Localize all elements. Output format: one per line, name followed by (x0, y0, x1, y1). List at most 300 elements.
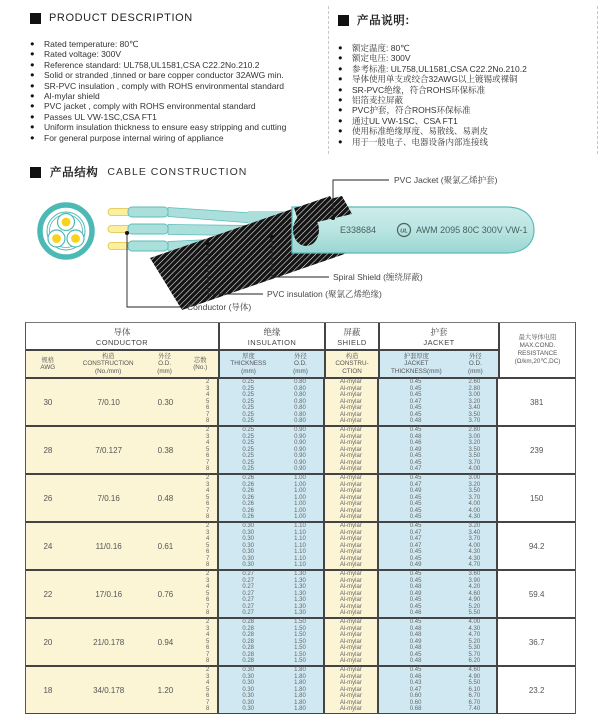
cell-value: 4 (205, 680, 210, 687)
cell-value: 4.00 (468, 507, 481, 514)
cell-value: 1.10 (294, 549, 306, 556)
product-notes-list (338, 43, 596, 147)
cell-value: 0.26 (242, 488, 255, 495)
cell-value: Al-mylar (339, 446, 362, 453)
cell-value: 0.49 (409, 562, 422, 569)
conductor-subheaders (26, 351, 218, 377)
cell-value: 0.46 (409, 673, 422, 680)
cell-value: 0.45 (409, 392, 422, 399)
header-line: 构造 (345, 352, 359, 360)
cell-value: 0.48 (409, 584, 422, 591)
cell-value: 6.10 (468, 686, 481, 693)
shield-cell (325, 427, 379, 473)
cell-value: 5.50 (468, 680, 481, 687)
construction-cell: 17/0.16 (70, 571, 148, 617)
header-line: AWG (40, 364, 56, 371)
bullet-item: ● 额定电压: 300V (338, 53, 596, 63)
cell-value: 0.45 (409, 501, 422, 508)
insulation-thickness-cell (219, 475, 277, 521)
cores-cell (183, 379, 219, 425)
bullet-item: ● SR-PVC绝缘，符合ROHS环保标准 (338, 85, 596, 95)
cell-value: 0.45 (409, 411, 422, 418)
cell-value: Al-mylar (339, 523, 362, 530)
cell-value: 0.48 (409, 658, 422, 665)
header-line: 规格 (41, 356, 55, 364)
header-line: 外径 (158, 352, 171, 360)
insulation-subheaders (220, 351, 324, 377)
cell-value: 1.10 (294, 536, 306, 543)
cell-value: Al-mylar (339, 632, 362, 639)
cell-value: 1.50 (294, 632, 306, 639)
cell-value: 5 (205, 686, 210, 693)
header-line: 芯数 (193, 356, 207, 364)
conductor-od-cell: 0.94 (148, 619, 184, 665)
cores-cell (183, 619, 219, 665)
cell-value: 0.45 (409, 385, 422, 392)
group-label-line: 屏蔽 (343, 326, 361, 337)
cell-value: 0.30 (242, 680, 255, 687)
product-notes-section (338, 12, 596, 147)
jacket-od-cell (452, 475, 498, 521)
cell-value: 3 (205, 625, 210, 632)
cell-value: 0.45 (409, 603, 422, 610)
awg-cell: 24 (26, 523, 70, 569)
cell-value: 0.68 (409, 706, 422, 713)
cell-value: Al-mylar (339, 405, 362, 412)
shield-cell (325, 667, 379, 713)
cell-value: Al-mylar (339, 658, 362, 665)
cell-value: 0.26 (242, 507, 255, 514)
cell-value: 0.28 (242, 632, 255, 639)
cell-value: 0.30 (242, 549, 255, 556)
cell-value: 1.80 (294, 667, 306, 674)
cell-value: 1.30 (294, 571, 306, 578)
cell-value: 0.48 (409, 645, 422, 652)
jacket-od-cell (452, 379, 498, 425)
cell-value: 1.80 (294, 706, 306, 713)
header-line: (mm) (157, 367, 172, 375)
cell-value: 0.27 (242, 584, 255, 591)
group-label-line: SHIELD (337, 337, 367, 347)
cell-value: 2 (205, 667, 210, 674)
cell-value: 1.50 (294, 658, 306, 665)
insulation-od-cell (277, 427, 325, 473)
cell-value: 7 (205, 699, 210, 706)
cell-value: 8 (205, 418, 210, 425)
cell-value: 6.70 (468, 699, 481, 706)
cores-cell (183, 667, 219, 713)
bullet-item: ● Reference standard: UL758,UL1581,CSA C22.2No.210.2 (30, 60, 322, 70)
cell-value: 0.45 (409, 597, 422, 604)
cell-value: 2 (205, 379, 210, 386)
section-marker-icon (30, 13, 41, 24)
cell-value: 0.25 (242, 405, 255, 412)
table-row-group (26, 523, 575, 571)
cell-value: 0.30 (242, 542, 255, 549)
header-line: (mm) (293, 367, 308, 375)
jacket-thickness-cell (379, 523, 453, 569)
insulation-group-label (220, 323, 324, 351)
cell-value: Al-mylar (339, 542, 362, 549)
cell-value: Al-mylar (339, 466, 362, 473)
jacket-thickness-header (380, 351, 453, 377)
bullet-item: ● For general purpose internal wiring of appliance (30, 133, 322, 143)
cell-value: 0.30 (242, 693, 255, 700)
cell-value: 0.30 (242, 555, 255, 562)
cell-value: 0.30 (242, 667, 255, 674)
cell-value: 3.00 (468, 475, 481, 482)
cell-value: 2 (205, 475, 210, 482)
awg-cell: 30 (26, 379, 70, 425)
label-pvc-jacket: PVC Jacket (聚氯乙烯护套) (394, 175, 498, 185)
cell-value: 0.30 (242, 686, 255, 693)
cores-cell (183, 571, 219, 617)
cell-value: 0.28 (242, 619, 255, 626)
cell-value: 1.00 (294, 494, 306, 501)
cell-value: 8 (205, 514, 210, 521)
header-line: THICKNESS(mm) (391, 367, 442, 375)
insulation-od-header (277, 351, 324, 377)
bullet-item: ● 铝箔麦拉屏蔽 (338, 95, 596, 105)
bullet-item: ● 用于一般电子、电器设备内部连接线 (338, 137, 596, 147)
conductor-od-cell: 0.61 (148, 523, 184, 569)
cell-value: Al-mylar (339, 418, 362, 425)
cell-value: 6.70 (468, 693, 481, 700)
cell-value: 1.10 (294, 523, 306, 530)
cell-value: 4.20 (468, 584, 481, 591)
cell-value: 0.47 (409, 542, 422, 549)
insulation-thickness-cell (219, 427, 277, 473)
cell-value: 2.80 (468, 385, 481, 392)
cell-value: 5.20 (468, 638, 481, 645)
cell-value: Al-mylar (339, 638, 362, 645)
conductor-od-cell: 0.76 (148, 571, 184, 617)
cell-value: 0.45 (409, 405, 422, 412)
insulation-thickness-cell (219, 379, 277, 425)
cell-value: 1.50 (294, 638, 306, 645)
jacket-thickness-cell (379, 571, 453, 617)
header-line: (mm) (468, 367, 483, 375)
cell-value: 3.60 (468, 571, 481, 578)
jacket-od-cell (452, 619, 498, 665)
cell-value: 0.49 (409, 446, 422, 453)
cell-value: 3.70 (468, 536, 481, 543)
cell-value: 0.47 (409, 398, 422, 405)
cell-value: 3.50 (468, 411, 481, 418)
jacket-print (340, 224, 528, 237)
product-description-title: PRODUCT DESCRIPTION (49, 12, 193, 24)
bullet-item: ● PVC护套，符合ROHS环保标准 (338, 105, 596, 115)
cell-value: 0.45 (409, 507, 422, 514)
header-line: 构造 (101, 352, 115, 360)
insulation-thickness-cell (219, 619, 277, 665)
cell-value: 0.25 (242, 459, 255, 466)
cell-value: 4.60 (468, 590, 481, 597)
conductor-od-header (147, 351, 183, 377)
cell-value: 0.28 (242, 638, 255, 645)
label-conductor: Conductor (导体) (187, 302, 252, 312)
cell-value: Al-mylar (339, 555, 362, 562)
cell-value: 1.00 (294, 481, 306, 488)
jacket-thickness-cell (379, 427, 453, 473)
jacket-od-header (453, 351, 498, 377)
cell-value: 4.30 (468, 555, 481, 562)
cell-value: 4 (205, 440, 210, 447)
cell-value: 0.45 (409, 651, 422, 658)
cell-value: 0.80 (294, 418, 306, 425)
cell-value: 1.80 (294, 699, 306, 706)
cell-value: 3.20 (468, 523, 481, 530)
cell-value: 3.50 (468, 488, 481, 495)
cell-value: 0.80 (294, 385, 306, 392)
awg-cell: 28 (26, 427, 70, 473)
cell-value: 0.49 (409, 638, 422, 645)
cell-value: 1.80 (294, 686, 306, 693)
bullet-item: ● Rated voltage: 300V (30, 49, 322, 59)
insulation-thickness-cell (219, 523, 277, 569)
cell-value: Al-mylar (339, 411, 362, 418)
cell-value: 0.30 (242, 673, 255, 680)
bullet-item: ● 导体使用单支或绞合32AWG以上镀锡或裸铜 (338, 74, 596, 84)
shield-subheaders (326, 351, 378, 377)
cell-value: Al-mylar (339, 625, 362, 632)
cell-value: 0.26 (242, 501, 255, 508)
cell-value: 0.90 (294, 427, 306, 434)
cell-value: 2 (205, 523, 210, 530)
cell-value: 0.45 (409, 571, 422, 578)
cell-value: 1.00 (294, 507, 306, 514)
cell-value: 3.70 (468, 418, 481, 425)
cell-value: 3.70 (468, 494, 481, 501)
construction-cell: 7/0.127 (70, 427, 148, 473)
cell-value: 1.30 (294, 610, 306, 617)
jacket-subheaders (380, 351, 498, 377)
cell-value: 1.80 (294, 693, 306, 700)
cell-value: 0.30 (242, 523, 255, 530)
cell-value: 1.50 (294, 619, 306, 626)
cell-value: 0.80 (294, 411, 306, 418)
cell-value: 5.20 (468, 603, 481, 610)
cell-value: 5 (205, 590, 210, 597)
cell-value: Al-mylar (339, 494, 362, 501)
cell-value: 0.25 (242, 385, 255, 392)
conductor-od-cell: 1.20 (148, 667, 184, 713)
insulation-od-cell (277, 667, 325, 713)
insulation-group (220, 323, 326, 377)
cell-value: 0.28 (242, 658, 255, 665)
cell-value: 4.30 (468, 625, 481, 632)
cell-value: 0.80 (294, 379, 306, 386)
cell-value: 3.70 (468, 459, 481, 466)
cell-value: 5 (205, 542, 210, 549)
ul-mark-text: UL (400, 228, 408, 235)
header-line: 护套厚度 (403, 352, 429, 360)
cell-value: 0.90 (294, 459, 306, 466)
cell-value: Al-mylar (339, 529, 362, 536)
conductor-group (26, 323, 220, 377)
cell-value: 1.00 (294, 501, 306, 508)
cell-value: 0.49 (409, 488, 422, 495)
insulation-thickness-cell (219, 667, 277, 713)
right-edge-divider (597, 6, 598, 154)
cell-value: 1.10 (294, 529, 306, 536)
header-line: 外径 (294, 352, 307, 360)
cell-value: Al-mylar (339, 680, 362, 687)
cell-value: 0.90 (294, 466, 306, 473)
cell-value: 1.80 (294, 680, 306, 687)
insulation-od-cell (277, 619, 325, 665)
cell-value: 4.00 (468, 542, 481, 549)
cell-value: 4 (205, 632, 210, 639)
cell-value: 0.80 (294, 405, 306, 412)
cell-value: 3 (205, 529, 210, 536)
cell-value: 4.70 (468, 562, 481, 569)
bullet-item: ● Al-mylar shield (30, 91, 322, 101)
cell-value: 0.45 (409, 459, 422, 466)
insulation-od-cell (277, 523, 325, 569)
cell-value: 8 (205, 706, 210, 713)
table-row-group (26, 379, 575, 427)
header-line: THICKNESS (230, 360, 267, 368)
resistance-cell: 36.7 (498, 619, 575, 665)
cell-value: 3.00 (468, 433, 481, 440)
resistance-cell: 239 (498, 427, 575, 473)
construction-cell: 34/0.178 (70, 667, 148, 713)
cell-value: 5.50 (468, 610, 481, 617)
cell-value: Al-mylar (339, 427, 362, 434)
group-label-line: INSULATION (247, 337, 297, 347)
cell-value: 3 (205, 433, 210, 440)
cell-value: 1.30 (294, 603, 306, 610)
cell-value: 4 (205, 584, 210, 591)
header-line: O.D. (468, 360, 482, 368)
cell-value: 5 (205, 446, 210, 453)
construction-title-cn: 产品结构 (50, 167, 99, 179)
cell-value: Al-mylar (339, 514, 362, 521)
cell-value: 3.90 (468, 577, 481, 584)
cell-value: Al-mylar (339, 693, 362, 700)
cell-value: 0.47 (409, 466, 422, 473)
cell-value: 4 (205, 392, 210, 399)
cell-value: 6 (205, 453, 210, 460)
header-line: CONSTRUCTION (82, 360, 134, 368)
jacket-od-cell (452, 571, 498, 617)
cell-value: 7 (205, 459, 210, 466)
shield-cell (325, 379, 379, 425)
table-row-group (26, 427, 575, 475)
cell-value: 0.47 (409, 536, 422, 543)
cell-value: 0.45 (409, 379, 422, 386)
header-line: (mm) (241, 367, 256, 375)
awg-cell: 22 (26, 571, 70, 617)
product-notes-header (338, 12, 596, 28)
header-line: (Ω/km,20℃,DC) (514, 357, 561, 365)
awg-cell: 20 (26, 619, 70, 665)
cell-value: 6.20 (468, 658, 481, 665)
cell-value: 3.00 (468, 392, 481, 399)
cell-value: 0.25 (242, 427, 255, 434)
cell-value: 5.30 (468, 645, 481, 652)
group-label-line: JACKET (423, 337, 455, 347)
cell-value: 6 (205, 645, 210, 652)
jacket-group (380, 323, 500, 377)
cell-value: 0.47 (409, 481, 422, 488)
construction-cell: 7/0.16 (70, 475, 148, 521)
shield-group (326, 323, 380, 377)
cell-value: Al-mylar (339, 459, 362, 466)
product-description-list (30, 39, 322, 143)
cell-value: 0.26 (242, 514, 255, 521)
cell-value: 1.00 (294, 514, 306, 521)
header-line: (No./mm) (95, 367, 122, 375)
cell-value: 4.00 (468, 501, 481, 508)
header-line: O.D. (293, 360, 307, 368)
cell-value: 1.00 (294, 488, 306, 495)
cell-value: 0.25 (242, 466, 255, 473)
cell-value: 0.45 (409, 453, 422, 460)
header-line: MAX.COND. (519, 342, 556, 350)
insulation-od-cell (277, 379, 325, 425)
bullet-item: ● 额定温度: 80℃ (338, 43, 596, 53)
shield-cell (325, 523, 379, 569)
cell-value: 1.10 (294, 542, 306, 549)
cell-value: Al-mylar (339, 507, 362, 514)
cell-value: 0.48 (409, 632, 422, 639)
cores-cell (183, 475, 219, 521)
cell-value: 5 (205, 638, 210, 645)
label-spiral-shield: Spiral Shield (缠绕屏蔽) (333, 272, 423, 282)
cell-value: 1.00 (294, 475, 306, 482)
bullet-item: ● 通过UL VW-1SC、CSA FT1 (338, 116, 596, 126)
shield-cell (325, 475, 379, 521)
column-divider (328, 6, 329, 154)
cell-value: 3.50 (468, 446, 481, 453)
cell-value: Al-mylar (339, 571, 362, 578)
jacket-print-right: AWM 2095 80C 300V VW-1 (416, 225, 528, 235)
cell-value: 0.45 (409, 619, 422, 626)
table-row-group (26, 667, 575, 714)
jacket-thickness-cell (379, 475, 453, 521)
cell-value: 0.27 (242, 597, 255, 604)
cores-cell (183, 523, 219, 569)
construction-cell: 11/0.16 (70, 523, 148, 569)
conductor-od-cell: 0.38 (148, 427, 184, 473)
jacket-group-label (380, 323, 498, 351)
cell-value: Al-mylar (339, 453, 362, 460)
cell-value: Al-mylar (339, 673, 362, 680)
cell-value: 0.25 (242, 453, 255, 460)
table-header (26, 323, 575, 379)
label-pvc-insulation: PVC insulation (聚氯乙烯绝缘) (267, 289, 382, 299)
insulation-thickness-cell (219, 571, 277, 617)
cell-value: 4.90 (468, 597, 481, 604)
cell-value: 6 (205, 405, 210, 412)
cell-value: 0.45 (409, 494, 422, 501)
awg-header (26, 351, 70, 377)
cell-value: 4 (205, 488, 210, 495)
cell-value: 0.25 (242, 440, 255, 447)
header-line: 最大导体电阻 (518, 334, 557, 342)
cell-value: 4 (205, 536, 210, 543)
group-label-line: CONDUCTOR (95, 337, 149, 347)
cell-value: 0.30 (242, 706, 255, 713)
bullet-item: ● Rated temperature: 80℃ (30, 39, 322, 49)
cell-value: Al-mylar (339, 686, 362, 693)
cell-value: 0.30 (242, 562, 255, 569)
cell-value: 0.27 (242, 590, 255, 597)
cell-value: 0.90 (294, 433, 306, 440)
cell-value: 1.30 (294, 584, 306, 591)
